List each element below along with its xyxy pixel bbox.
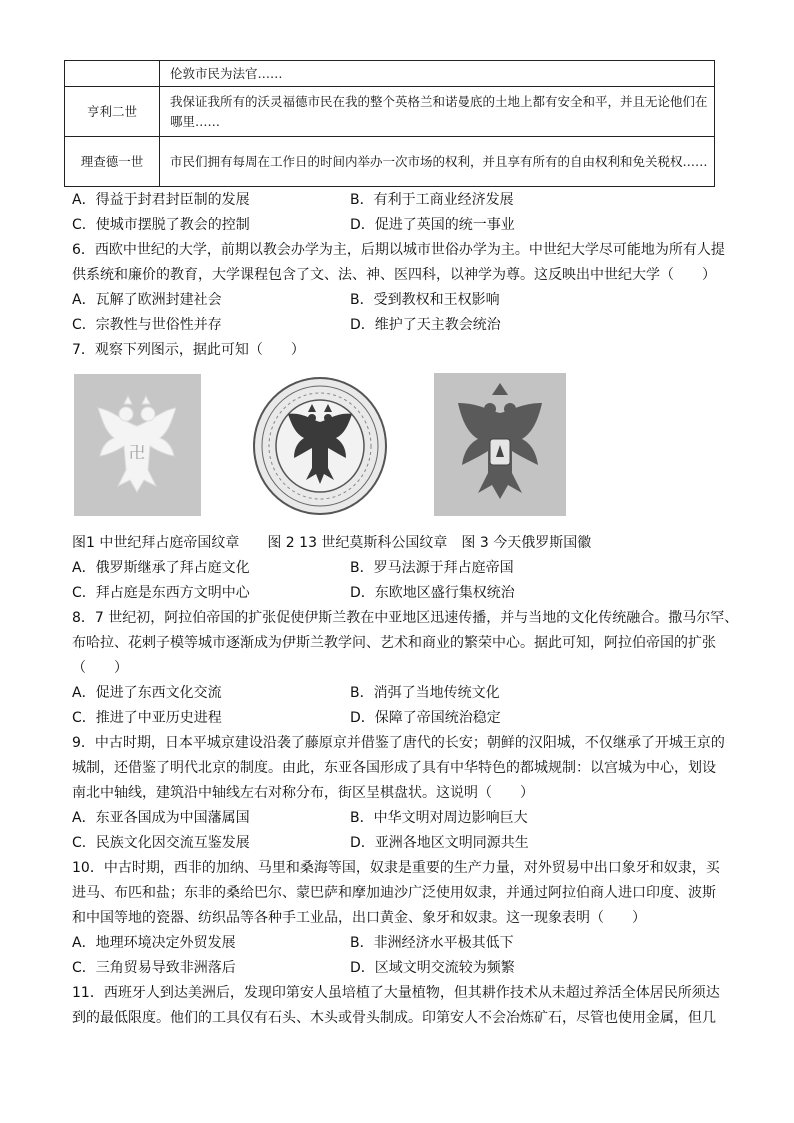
king-cell: 亨利二世 (65, 87, 160, 137)
q5-option-d: D．促进了英国的统一事业 (350, 217, 515, 233)
q5-option-a: A．得益于封君封臣制的发展 (72, 192, 250, 208)
q8-stem-line-1: 8．7 世纪初，阿拉伯帝国的扩张促使伊斯兰教在中亚地区迅速传播，并与当地的文化传统融合。撒马尔罕、 (72, 610, 739, 626)
moscow-seal-image (252, 376, 388, 516)
q10-option-b: B．非洲经济水平极其低下 (350, 935, 514, 951)
quote-cell: 伦敦市民为法官…… (160, 61, 715, 87)
q9-stem-line-2: 城制，还借鉴了明代北京的制度。由此，东亚各国形成了具有中华特色的都城规制：以宫城为中心，划设 (72, 760, 716, 776)
q6-stem-line-1: 6．西欧中世纪的大学，前期以教会办学为主，后期以城市世俗办学为主。中世纪大学尽可能地为所有人提 (72, 242, 725, 258)
byzantine-emblem-image (74, 374, 201, 516)
q8-option-d: D．保障了帝国统治稳定 (350, 710, 501, 726)
q5-option-c: C．使城市摆脱了教会的控制 (72, 217, 250, 233)
q7-option-c: C．拜占庭是东西方文明中心 (72, 585, 250, 601)
source-table (64, 60, 715, 187)
q5-option-b: B．有利于工商业经济发展 (350, 192, 514, 208)
q10-option-d: D．区域文明交流较为频繁 (350, 960, 515, 976)
q11-stem-line-2: 到的最低限度。他们的工具仅有石头、木头或骨头制成。印第安人不会冶炼矿石，尽管也使用金属，但几 (72, 1010, 716, 1026)
seal-icon (252, 376, 388, 516)
q8-option-b: B．消弭了当地传统文化 (350, 685, 500, 701)
q11-stem-line-1: 11．西班牙人到达美洲后，发现印第安人虽培植了大量植物，但其耕作技术从未超过养活全体居民所须达 (72, 985, 720, 1001)
q6-option-d: D．维护了天主教会统治 (350, 317, 501, 333)
q8-stem-line-3: （ ） (72, 660, 128, 676)
double-eagle-icon (74, 374, 201, 516)
q10-option-c: C．三角贸易导致非洲落后 (72, 960, 236, 976)
table-row (65, 87, 715, 137)
q10-stem-line-1: 10．中古时期，西非的加纳、马里和桑海等国，奴隶是重要的生产力量，对外贸易中出口象牙和奴隶，买 (72, 860, 720, 876)
q10-stem-line-2: 进马、布匹和盐；东非的桑给巴尔、蒙巴萨和摩加迪沙广泛使用奴隶，并通过阿拉伯商人进口印度、波斯 (72, 885, 716, 901)
russia-coat-of-arms-image (434, 373, 566, 516)
quote-cell: 市民们拥有每周在工作日的时间内举办一次市场的权利，并且享有所有的自由权利和免关税权…… (160, 137, 715, 187)
q9-stem-line-3: 南北中轴线，建筑沿中轴线左右对称分布，街区呈棋盘状。这说明（ ） (72, 785, 534, 801)
q6-stem-line-2: 供系统和廉价的教育，大学课程包含了文、法、神、医四科，以神学为尊。这反映出中世纪大学（ ） (72, 267, 716, 283)
q7-option-b: B．罗马法源于拜占庭帝国 (350, 560, 514, 576)
q10-stem-line-3: 和中国等地的瓷器、纺织品等各种手工业品，出口黄金、象牙和奴隶。这一现象表明（ ） (72, 910, 646, 926)
table-row (65, 137, 715, 187)
q8-option-a: A．促进了东西文化交流 (72, 685, 222, 701)
q6-option-c: C．宗教性与世俗性并存 (72, 317, 222, 333)
table-row (65, 61, 715, 87)
q9-option-d: D．亚洲各地区文明同源共生 (350, 835, 529, 851)
q8-stem-line-2: 布哈拉、花剌子模等城市逐渐成为伊斯兰教学问、艺术和商业的繁荣中心。据此可知，阿拉伯帝国的扩张 (72, 635, 716, 651)
king-cell (65, 61, 160, 87)
q9-option-a: A．东亚各国成为中国藩属国 (72, 810, 250, 826)
q9-option-b: B．中华文明对周边影响巨大 (350, 810, 528, 826)
svg-text:卍: 卍 (128, 443, 146, 462)
q9-option-c: C．民族文化因交流互鉴发展 (72, 835, 250, 851)
q8-option-c: C．推进了中亚历史进程 (72, 710, 222, 726)
quote-cell: 我保证我所有的沃灵福德市民在我的整个英格兰和诺曼底的土地上都有安全和平，并且无论他们在哪里…… (160, 87, 715, 137)
q6-option-a: A．瓦解了欧洲封建社会 (72, 292, 222, 308)
q7-figure-captions: 图1 中世纪拜占庭帝国纹章 图 2 13 世纪莫斯科公国纹章 图 3 今天俄罗斯国徽 (72, 535, 592, 551)
q7-stem: 7．观察下列图示，据此可知（ ） (72, 342, 305, 358)
q9-stem-line-1: 9．中古时期，日本平城京建设沿袭了藤原京并借鉴了唐代的长安；朝鲜的汉阳城，不仅继承了开城王京的 (72, 735, 725, 751)
king-cell: 理查德一世 (65, 137, 160, 187)
q7-option-a: A．俄罗斯继承了拜占庭文化 (72, 560, 250, 576)
q7-option-d: D．东欧地区盛行集权统治 (350, 585, 515, 601)
q10-option-a: A．地理环境决定外贸发展 (72, 935, 236, 951)
q6-option-b: B．受到教权和王权影响 (350, 292, 500, 308)
coat-of-arms-icon (434, 373, 566, 516)
